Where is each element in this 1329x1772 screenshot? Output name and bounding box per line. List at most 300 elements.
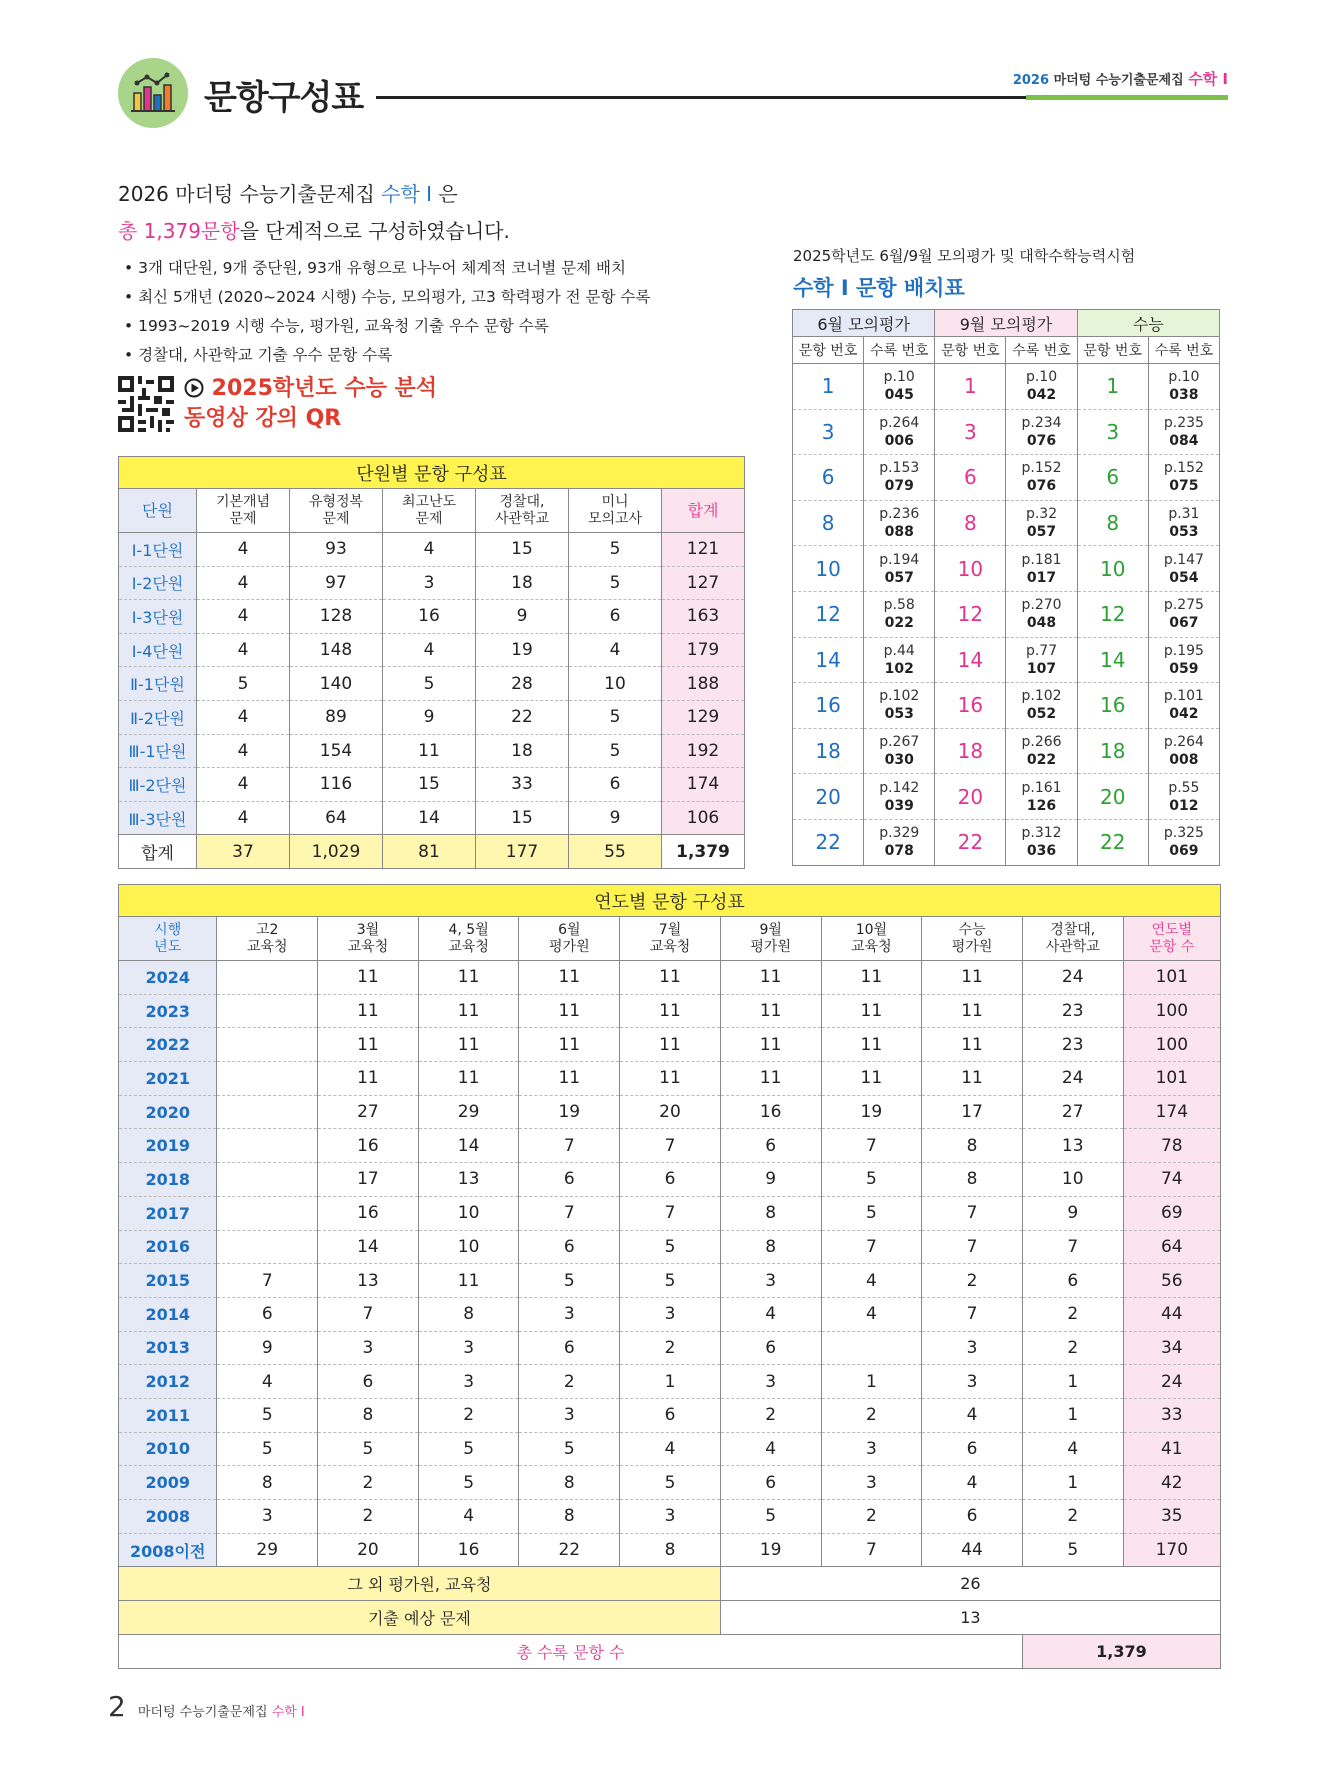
item-ref: 012: [1169, 797, 1199, 814]
question-number: 1: [793, 364, 864, 410]
table-row: [793, 728, 1220, 774]
column-header: 단원: [119, 489, 197, 533]
table-cell: [217, 1129, 318, 1163]
table-cell: 29: [418, 1095, 519, 1129]
table-row: [119, 961, 1221, 995]
table-cell: 1,379: [662, 835, 745, 869]
table-row: [119, 600, 745, 634]
table-cell: 11: [720, 1062, 821, 1096]
item-ref: 053: [884, 706, 914, 723]
table-cell: 17: [318, 1163, 419, 1197]
record-number: [864, 637, 935, 683]
table-cell: 3: [720, 1264, 821, 1298]
page-ref: p.152: [1021, 460, 1062, 477]
table-cell: Ⅱ-2단원: [119, 700, 197, 734]
page-ref: p.142: [879, 779, 920, 796]
item-ref: 126: [1026, 797, 1057, 814]
item-ref: 057: [1026, 524, 1057, 541]
item-ref: 052: [1026, 706, 1057, 723]
table-cell: 5: [569, 734, 662, 768]
record-number: [864, 546, 935, 592]
record-number: [1148, 364, 1219, 410]
table-cell: 6: [318, 1365, 419, 1399]
table-cell: 17: [922, 1095, 1023, 1129]
table-cell: 64: [290, 801, 383, 835]
page-header: [118, 58, 1228, 128]
table-cell: 128: [290, 600, 383, 634]
table-cell: 3: [383, 566, 476, 600]
year-table-header: [119, 917, 1221, 961]
table-cell: 2009: [119, 1466, 217, 1500]
item-ref: 022: [884, 615, 914, 632]
table-cell: 6: [922, 1432, 1023, 1466]
table-cell: 3: [821, 1466, 922, 1500]
page-ref: p.10: [1168, 369, 1200, 386]
table-cell: 16: [318, 1196, 419, 1230]
table-cell: 7: [318, 1297, 419, 1331]
table-cell: 26: [720, 1567, 1220, 1601]
table-cell: 19: [476, 633, 569, 667]
table-cell: Ⅲ-2단원: [119, 768, 197, 802]
table-cell: 11: [318, 994, 419, 1028]
item-ref: 017: [1026, 569, 1057, 586]
table-cell: 11: [418, 1264, 519, 1298]
record-number: [864, 728, 935, 774]
table-row: [793, 591, 1220, 637]
table-cell: 174: [1123, 1095, 1220, 1129]
unit-table-header: [119, 489, 745, 533]
question-number: 12: [1077, 591, 1148, 637]
column-header: 수록 번호: [1148, 337, 1219, 364]
table-row: [119, 1095, 1221, 1129]
item-ref: 042: [1169, 706, 1199, 723]
table-cell: 174: [662, 768, 745, 802]
question-number: 16: [793, 683, 864, 729]
table-cell: 6: [620, 1398, 721, 1432]
table-cell: 11: [720, 961, 821, 995]
table-cell: 2015: [119, 1264, 217, 1298]
table-cell: 4: [197, 633, 290, 667]
page-ref: p.32: [1025, 506, 1058, 523]
table-cell: 3: [821, 1432, 922, 1466]
table-cell: 7: [922, 1196, 1023, 1230]
page-ref: p.236: [879, 506, 920, 523]
table-cell: 140: [290, 667, 383, 701]
column-header: 문항 번호: [935, 337, 1006, 364]
table-cell: 11: [922, 1028, 1023, 1062]
unit-table-total-row: [119, 835, 745, 869]
table-cell: 3: [620, 1500, 721, 1534]
table-cell: [217, 1028, 318, 1062]
table-cell: 19: [519, 1095, 620, 1129]
record-number: [1006, 683, 1077, 729]
table-cell: 192: [662, 734, 745, 768]
table-cell: 10: [418, 1230, 519, 1264]
year-table-extra-row: [119, 1567, 1221, 1601]
play-icon: [184, 378, 204, 398]
column-header: 기본개념 문제: [197, 489, 290, 533]
table-cell: 4: [383, 633, 476, 667]
table-cell: 15: [383, 768, 476, 802]
table-row: [119, 768, 745, 802]
page-ref: p.58: [883, 597, 915, 614]
list-item: • 최신 5개년 (2020~2024 시행) 수능, 모의평가, 고3 학력평가 전 문항 수록: [118, 283, 758, 312]
list-item: • 1993~2019 시행 수능, 평가원, 교육청 기출 우수 문항 수록: [118, 312, 758, 341]
table-row: [119, 1500, 1221, 1534]
table-cell: 3: [418, 1331, 519, 1365]
table-cell: 2020: [119, 1095, 217, 1129]
table-cell: 2008: [119, 1500, 217, 1534]
table-cell: 11: [318, 961, 419, 995]
table-cell: 3: [922, 1331, 1023, 1365]
table-cell: 11: [519, 994, 620, 1028]
table-cell: 37: [197, 835, 290, 869]
table-cell: 179: [662, 633, 745, 667]
question-number: 12: [935, 591, 1006, 637]
table-cell: 11: [922, 1062, 1023, 1096]
table-cell: 11: [418, 961, 519, 995]
table-row: [793, 500, 1220, 546]
page-footer: [108, 1690, 305, 1723]
column-header: 고2 교육청: [217, 917, 318, 961]
table-cell: [217, 1196, 318, 1230]
item-ref: 036: [1026, 843, 1057, 860]
question-number: 22: [1077, 819, 1148, 865]
page-ref: p.161: [1021, 779, 1062, 796]
table-cell: 11: [821, 1028, 922, 1062]
item-ref: 006: [884, 432, 914, 449]
record-number: [1006, 500, 1077, 546]
question-number: 22: [935, 819, 1006, 865]
table-cell: 8: [519, 1500, 620, 1534]
table-cell: 28: [476, 667, 569, 701]
question-number: 8: [1077, 500, 1148, 546]
table-cell: 24: [1022, 1062, 1123, 1096]
table-cell: 11: [821, 1062, 922, 1096]
qr-caption[interactable]: [184, 374, 437, 434]
table-cell: 101: [1123, 961, 1220, 995]
table-cell: 11: [318, 1028, 419, 1062]
table-row: [119, 667, 745, 701]
question-number: 14: [793, 637, 864, 683]
table-row: [119, 566, 745, 600]
table-cell: 2: [821, 1500, 922, 1534]
table-cell: 11: [821, 994, 922, 1028]
question-number: 18: [1077, 728, 1148, 774]
table-cell: 5: [720, 1500, 821, 1534]
table-cell: 5: [821, 1196, 922, 1230]
table-cell: [217, 1095, 318, 1129]
table-cell: 5: [383, 667, 476, 701]
page-title: 문항구성표: [204, 78, 364, 118]
record-number: [1148, 409, 1219, 455]
table-cell: 5: [569, 700, 662, 734]
table-row: [119, 1264, 1221, 1298]
table-cell: 7: [922, 1297, 1023, 1331]
question-number: 16: [1077, 683, 1148, 729]
table-cell: 5: [318, 1432, 419, 1466]
table-cell: 14: [318, 1230, 419, 1264]
table-cell: Ⅲ-3단원: [119, 801, 197, 835]
table-cell: 5: [418, 1432, 519, 1466]
column-header: 문항 번호: [1077, 337, 1148, 364]
item-ref: 076: [1026, 432, 1057, 449]
page-ref: p.234: [1021, 414, 1062, 431]
question-number: 10: [1077, 546, 1148, 592]
table-cell: 6: [569, 600, 662, 634]
table-cell: 11: [720, 1028, 821, 1062]
table-cell: 1: [1022, 1365, 1123, 1399]
table-cell: 44: [922, 1533, 1023, 1567]
question-number: 6: [1077, 455, 1148, 501]
table-row: [119, 1297, 1221, 1331]
table-cell: 2: [620, 1331, 721, 1365]
table-cell: 23: [1022, 1028, 1123, 1062]
page-ref: p.102: [879, 688, 920, 705]
table-cell: 8: [418, 1297, 519, 1331]
table-cell: 2012: [119, 1365, 217, 1399]
record-number: [1006, 728, 1077, 774]
table-cell: 29: [217, 1533, 318, 1567]
table-cell: 4: [821, 1264, 922, 1298]
column-header: 수능: [1077, 310, 1219, 337]
year-table-grand-total: [119, 1635, 1221, 1669]
table-cell: 116: [290, 768, 383, 802]
table-cell: 121: [662, 533, 745, 567]
record-number: [864, 774, 935, 820]
table-cell: 15: [476, 533, 569, 567]
intro-line-1: 2026 마더텅 수능기출문제집 수학 I 은: [118, 182, 458, 206]
table-cell: 3: [519, 1297, 620, 1331]
item-ref: 075: [1169, 478, 1199, 495]
page-ref: p.77: [1025, 642, 1058, 659]
column-header: 7월 교육청: [620, 917, 721, 961]
table-cell: 4: [720, 1297, 821, 1331]
table-cell: 4: [922, 1466, 1023, 1500]
table-cell: 106: [662, 801, 745, 835]
table-cell: 1: [1022, 1398, 1123, 1432]
table-row: [793, 683, 1220, 729]
table-row: [119, 1129, 1221, 1163]
table-cell: 4: [197, 700, 290, 734]
page-ref: p.264: [879, 414, 920, 431]
table-cell: 2014: [119, 1297, 217, 1331]
table-cell: 41: [1123, 1432, 1220, 1466]
table-cell: 11: [922, 961, 1023, 995]
question-number: 20: [793, 774, 864, 820]
page-ref: p.147: [1163, 551, 1204, 568]
item-ref: 045: [884, 387, 914, 404]
table-cell: 5: [569, 566, 662, 600]
question-number: 10: [935, 546, 1006, 592]
table-cell: 4: [821, 1297, 922, 1331]
table-cell: 7: [217, 1264, 318, 1298]
table-cell: 19: [720, 1533, 821, 1567]
table-row: [119, 1432, 1221, 1466]
table-cell: 10: [569, 667, 662, 701]
table-cell: 2: [318, 1500, 419, 1534]
question-number: 12: [793, 591, 864, 637]
table-cell: 2: [1022, 1500, 1123, 1534]
item-ref: 084: [1169, 432, 1199, 449]
table-cell: 5: [217, 1432, 318, 1466]
table-cell: 2: [1022, 1297, 1123, 1331]
record-number: [1148, 728, 1219, 774]
column-header: 10월 교육청: [821, 917, 922, 961]
page-number: 2: [108, 1690, 126, 1723]
table-row: [119, 801, 745, 835]
table-cell: 11: [519, 1028, 620, 1062]
table-cell: 13: [1022, 1129, 1123, 1163]
table-cell: 8: [720, 1230, 821, 1264]
year-table: [118, 884, 1221, 1669]
question-number: 3: [1077, 409, 1148, 455]
table-cell: 16: [318, 1129, 419, 1163]
table-cell: 6: [217, 1297, 318, 1331]
table-cell: 7: [620, 1196, 721, 1230]
item-ref: 038: [1169, 387, 1199, 404]
table-row: [119, 994, 1221, 1028]
table-row: [119, 1196, 1221, 1230]
table-cell: 20: [318, 1533, 419, 1567]
table-cell: 16: [720, 1095, 821, 1129]
table-cell: 6: [620, 1163, 721, 1197]
table-cell: 2024: [119, 961, 217, 995]
item-ref: 088: [884, 524, 914, 541]
year-table-extra-row: [119, 1601, 1221, 1635]
page-ref: p.312: [1021, 825, 1062, 842]
record-number: [1148, 683, 1219, 729]
table-cell: 11: [720, 994, 821, 1028]
table-cell: 188: [662, 667, 745, 701]
item-ref: 069: [1169, 843, 1199, 860]
table-cell: 11: [519, 961, 620, 995]
table-cell: 2018: [119, 1163, 217, 1197]
table-cell: 15: [476, 801, 569, 835]
table-cell: 6: [720, 1129, 821, 1163]
table-cell: 129: [662, 700, 745, 734]
record-number: [864, 591, 935, 637]
question-number: 20: [935, 774, 1006, 820]
record-number: [1006, 774, 1077, 820]
table-cell: 2: [418, 1398, 519, 1432]
table-cell: 7: [821, 1533, 922, 1567]
table-cell: 27: [318, 1095, 419, 1129]
column-header: 9월 모의평가: [935, 310, 1077, 337]
intro-section: [118, 178, 758, 370]
qr-caption-line-1: 2025학년도 수능 분석: [184, 374, 437, 404]
table-cell: 6: [519, 1163, 620, 1197]
item-ref: 079: [884, 478, 914, 495]
table-cell: 7: [821, 1129, 922, 1163]
table-cell: 9: [476, 600, 569, 634]
placement-heading: [793, 245, 1135, 302]
table-cell: 11: [620, 1028, 721, 1062]
table-cell: 4: [197, 801, 290, 835]
qr-code[interactable]: [118, 376, 174, 432]
table-cell: 5: [519, 1432, 620, 1466]
table-cell: 5: [620, 1466, 721, 1500]
table-cell: 5: [620, 1264, 721, 1298]
table-row: [793, 774, 1220, 820]
table-cell: 5: [197, 667, 290, 701]
table-cell: 1: [821, 1365, 922, 1399]
column-header: 3월 교육청: [318, 917, 419, 961]
question-number: 1: [935, 364, 1006, 410]
table-cell: 6: [519, 1331, 620, 1365]
table-cell: 4: [197, 600, 290, 634]
table-cell: [821, 1331, 922, 1365]
record-number: [1148, 637, 1219, 683]
table-cell: 8: [519, 1466, 620, 1500]
table-cell: 34: [1123, 1331, 1220, 1365]
table-cell: 1,379: [1022, 1635, 1220, 1669]
question-number: 8: [935, 500, 1006, 546]
table-cell: 7: [1022, 1230, 1123, 1264]
record-number: [864, 683, 935, 729]
question-number: 16: [935, 683, 1006, 729]
table-cell: Ⅰ-4단원: [119, 633, 197, 667]
record-number: [1148, 455, 1219, 501]
item-ref: 057: [884, 569, 914, 586]
table-cell: 3: [519, 1398, 620, 1432]
table-cell: 69: [1123, 1196, 1220, 1230]
table-cell: 6: [720, 1331, 821, 1365]
question-number: 22: [793, 819, 864, 865]
question-number: 20: [1077, 774, 1148, 820]
table-cell: 2: [720, 1398, 821, 1432]
table-cell: 4: [197, 768, 290, 802]
table-cell: 154: [290, 734, 383, 768]
table-cell: [217, 1230, 318, 1264]
table-cell: 9: [720, 1163, 821, 1197]
page-ref: p.267: [879, 734, 920, 751]
table-cell: 9: [383, 700, 476, 734]
table-cell: 24: [1123, 1365, 1220, 1399]
record-number: [1006, 591, 1077, 637]
column-header: 미니 모의고사: [569, 489, 662, 533]
table-cell: 35: [1123, 1500, 1220, 1534]
table-cell: 11: [383, 734, 476, 768]
record-number: [864, 455, 935, 501]
page-ref: p.194: [879, 551, 920, 568]
table-cell: 22: [519, 1533, 620, 1567]
page-ref: p.31: [1168, 506, 1200, 523]
table-row: [119, 700, 745, 734]
table-cell: 6: [922, 1500, 1023, 1534]
table-cell: 2: [318, 1466, 419, 1500]
table-cell: 3: [720, 1365, 821, 1399]
table-cell: 127: [662, 566, 745, 600]
table-cell: 19: [821, 1095, 922, 1129]
page-ref: p.44: [883, 642, 915, 659]
table-cell: 2: [821, 1398, 922, 1432]
table-cell: 23: [1022, 994, 1123, 1028]
table-cell: 2019: [119, 1129, 217, 1163]
table-cell: 100: [1123, 994, 1220, 1028]
table-row: [119, 1331, 1221, 1365]
table-cell: 그 외 평가원, 교육청: [119, 1567, 721, 1601]
table-cell: 7: [519, 1196, 620, 1230]
table-cell: 4: [720, 1432, 821, 1466]
page-ref: p.102: [1021, 688, 1062, 705]
page-ref: p.266: [1021, 734, 1062, 751]
table-cell: 18: [476, 566, 569, 600]
table-cell: 5: [217, 1398, 318, 1432]
table-row: [119, 1533, 1221, 1567]
table-cell: 2016: [119, 1230, 217, 1264]
table-row: [793, 637, 1220, 683]
